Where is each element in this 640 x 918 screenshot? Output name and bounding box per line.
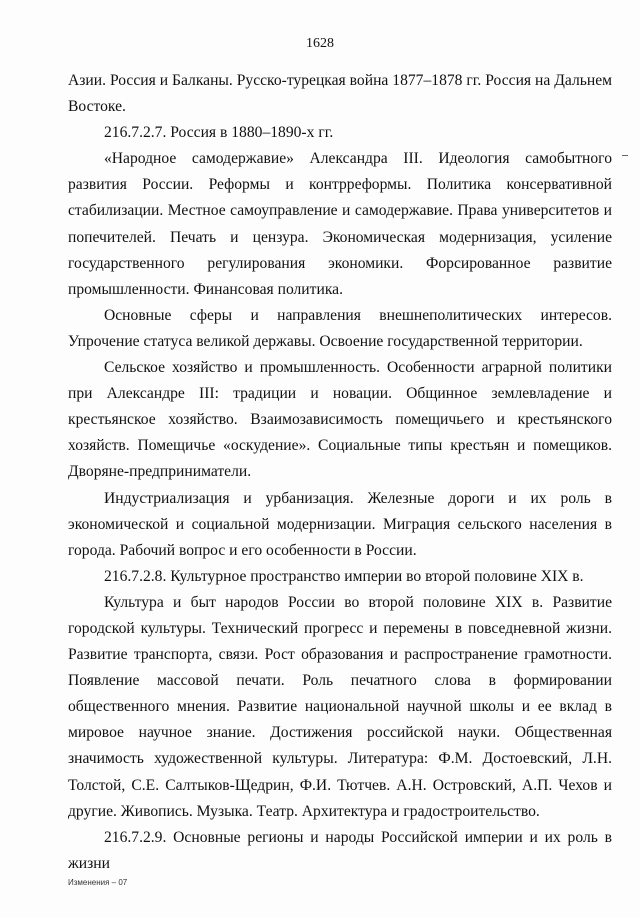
footer-revision-note: Изменения – 07 bbox=[68, 878, 128, 887]
section-heading: 216.7.2.9. Основные регионы и народы Российской империи и их роль в жизни bbox=[68, 828, 612, 872]
section-heading: 216.7.2.8. Культурное пространство империи во второй половине XIX в. bbox=[104, 567, 584, 585]
paragraph: Культура и быт народов России во второй половине XIX в. Развитие городской культуры. Технический прогресс и перемены в повседневной жизни. Развитие транспорта, связи. Рост образования и распространение грамотности. Появление массовой печати. Роль печатного слова в формировании общественного мнения. Развитие национальной научной школы и ее вклад в мировое научное знание. Достижения российской науки. Общественная значимость художественной культуры. Литература: Ф.М. Достоевский, Л.Н. Толстой, С.Е. Салтыков-Щедрин, Ф.И. Тютчев. А.Н. Островский, А.П. Чехов и другие. Живопись. Музыка. Театр. Архитектура и градостроительство. bbox=[68, 593, 612, 820]
paragraph: Сельское хозяйство и промышленность. Особенности аграрной политики при Александре III: традиции и новации. Общинное землевладение и крестьянское хозяйство. Взаимозависимость помещичьего и крестьянского хозяйств. Помещичье «оскудение». Социальные типы крестьян и помещиков. Дворяне-предприниматели. bbox=[68, 359, 612, 481]
paragraph: Азии. Россия и Балканы. Русско-турецкая война 1877–1878 гг. Россия на Дальнем Востоке. bbox=[68, 72, 612, 116]
margin-mark bbox=[622, 155, 628, 156]
section-heading: 216.7.2.7. Россия в 1880–1890-х гг. bbox=[104, 124, 334, 142]
paragraph: Основные сферы и направления внешнеполитических интересов. Упрочение статуса великой державы. Освоение государственной территории. bbox=[68, 306, 612, 350]
paragraph: Индустриализация и урбанизация. Железные дороги и их роль в экономической и социальной модернизации. Миграция сельского населения в города. Рабочий вопрос и его особенности в России. bbox=[68, 489, 612, 559]
body-text bbox=[68, 68, 612, 877]
paragraph: «Народное самодержавие» Александра III. Идеология самобытного развития России. Реформы и контрреформы. Политика консервативной стабилизации. Местное самоуправление и самодержавие. Права университетов и попечителей. Печать и цензура. Экономическая модернизация, усиление государственного регулирования экономики. Форсированное развитие промышленности. Финансовая политика. bbox=[68, 150, 612, 298]
page-number: 1628 bbox=[306, 36, 334, 51]
